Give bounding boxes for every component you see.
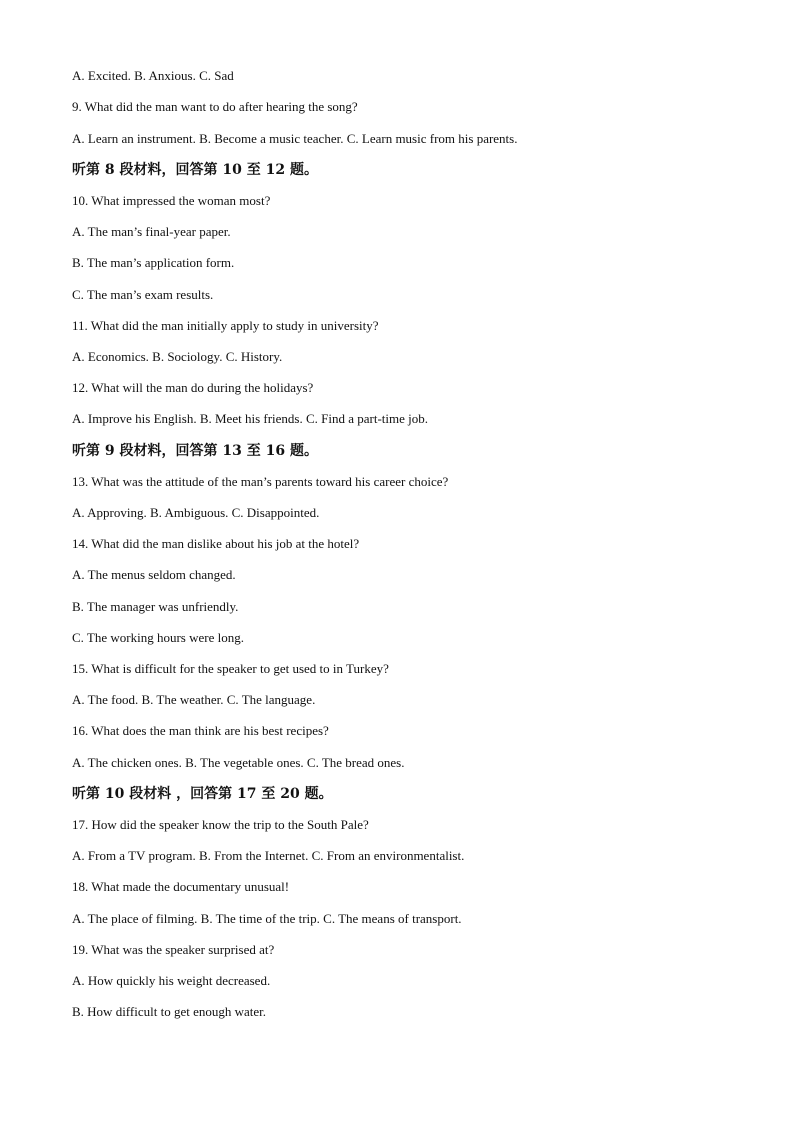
option-14-c: C. The working hours were long. — [72, 630, 244, 645]
option-14-b: B. The manager was unfriendly. — [72, 599, 239, 614]
question-19: 19. What was the speaker surprised at? — [72, 942, 275, 957]
question-13: 13. What was the attitude of the man’s parents toward his career choice? — [72, 474, 449, 489]
option-19-b: B. How difficult to get enough water. — [72, 1004, 267, 1019]
question-17: 17. How did the speaker know the trip to the South Pale? — [72, 817, 369, 832]
question-16: 16. What does the man think are his best recipes? — [72, 723, 329, 738]
option-10-b: B. The man’s application form. — [72, 255, 235, 270]
option-10-a: A. The man’s final-year paper. — [72, 224, 231, 239]
question-9: 9. What did the man want to do after hearing the song? — [72, 99, 358, 114]
question-10: 10. What impressed the woman most? — [72, 193, 271, 208]
question-14: 14. What did the man dislike about his job at the hotel? — [72, 536, 360, 551]
option-10-c: C. The man’s exam results. — [72, 287, 214, 302]
option-line-q15: A. The food. B. The weather. C. The language. — [72, 692, 316, 707]
question-11: 11. What did the man initially apply to study in university? — [72, 318, 379, 333]
section-heading-9: 听第 9 段材料，回答第 13 至 16 题。 — [72, 443, 318, 459]
question-15: 15. What is difficult for the speaker to get used to in Turkey? — [72, 661, 389, 676]
option-line-q8: A. Excited. B. Anxious. C. Sad — [72, 68, 234, 83]
section-heading-8: 听第 8 段材料，回答第 10 至 12 题。 — [72, 162, 318, 178]
option-line-q18: A. The place of filming. B. The time of the trip. C. The means of transport. — [72, 911, 462, 926]
option-19-a: A. How quickly his weight decreased. — [72, 973, 271, 988]
option-line-q16: A. The chicken ones. B. The vegetable ones. C. The bread ones. — [72, 755, 405, 770]
section-heading-10: 听第 10 段材料 ，回答第 17 至 20 题。 — [72, 786, 333, 802]
option-line-q13: A. Approving. B. Ambiguous. C. Disappointed. — [72, 505, 320, 520]
option-line-q12: A. Improve his English. B. Meet his friends. C. Find a part-time job. — [72, 411, 429, 426]
option-line-q17: A. From a TV program. B. From the Internet. C. From an environmentalist. — [72, 848, 465, 863]
option-line-q11: A. Economics. B. Sociology. C. History. — [72, 349, 283, 364]
question-18: 18. What made the documentary unusual! — [72, 879, 290, 894]
option-14-a: A. The menus seldom changed. — [72, 567, 236, 582]
option-line-q9: A. Learn an instrument. B. Become a music teacher. C. Learn music from his parents. — [72, 131, 518, 146]
question-12: 12. What will the man do during the holidays? — [72, 380, 314, 395]
